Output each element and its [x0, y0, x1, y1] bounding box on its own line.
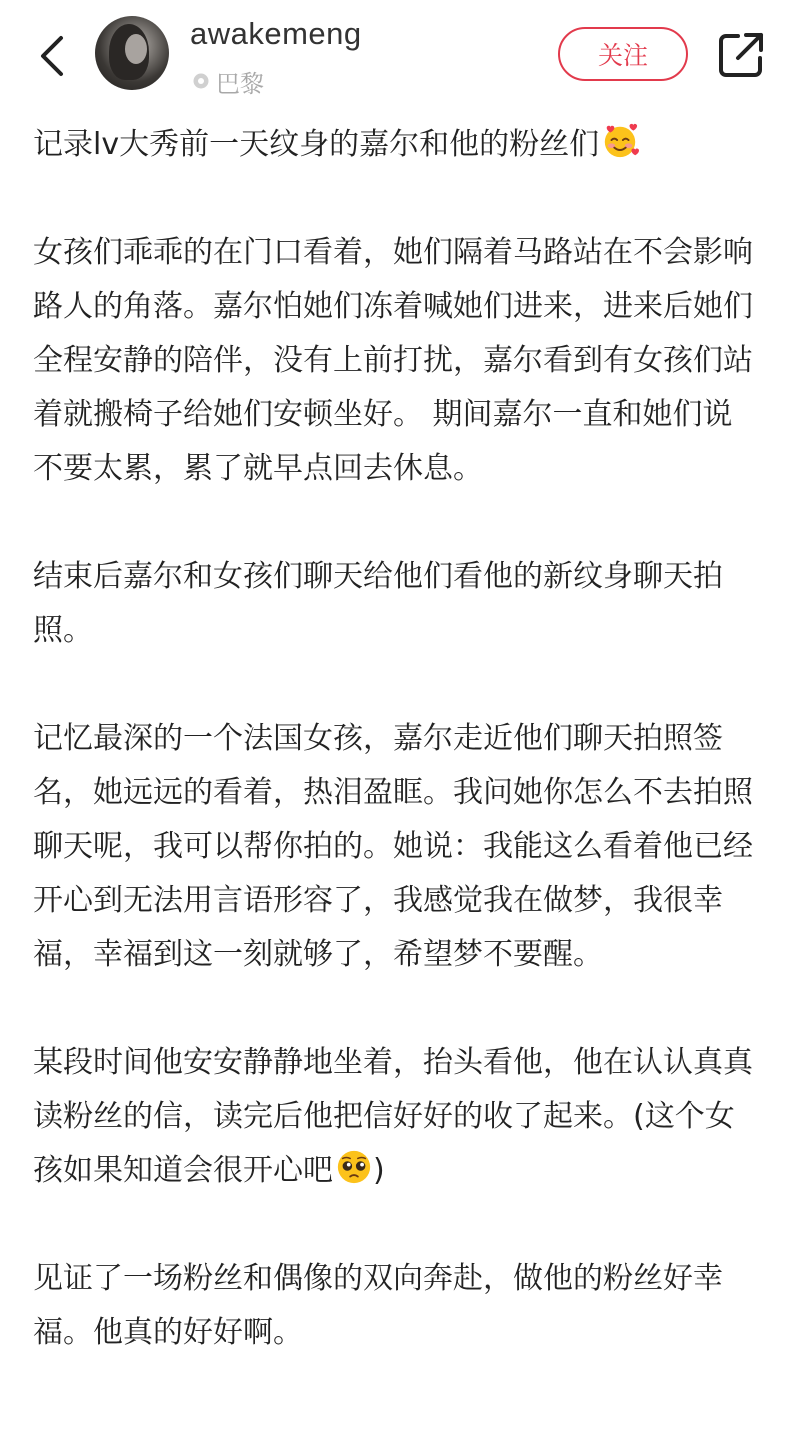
- post-header: [0, 0, 800, 110]
- post-paragraph: [33, 1036, 753, 1198]
- post-paragraph: [33, 226, 753, 496]
- username[interactable]: awakemeng: [190, 16, 362, 51]
- post-content: [33, 118, 753, 1360]
- paragraph-text: 记录lv大秀前一天纹身的嘉尔和他的粉丝们: [33, 127, 600, 162]
- back-button[interactable]: [28, 26, 76, 86]
- chevron-left-icon: [37, 34, 67, 78]
- paragraph-text: 见证了一场粉丝和偶像的双向奔赴，做他的粉丝好幸福。他真的好好啊。: [33, 1261, 723, 1350]
- post-paragraph: [33, 1252, 753, 1360]
- paragraph-text: 结束后嘉尔和女孩们聊天给他们看他的新纹身聊天拍照。: [33, 559, 723, 648]
- paragraph-suffix: ): [373, 1153, 385, 1188]
- paragraph-text: 某段时间他安安静静地坐着，抬头看他，他在认认真真读粉丝的信，读完后他把信好好的收了起来。(这个女孩如果知道会很开心吧: [33, 1045, 753, 1188]
- follow-button[interactable]: 关注: [558, 27, 688, 81]
- location-text: 巴黎: [216, 70, 264, 98]
- paragraph-text: 女孩们乖乖的在门口看着，她们隔着马路站在不会影响路人的角落。嘉尔怕她们冻着喊她们进来，进来后她们全程安静的陪伴，没有上前打扰，嘉尔看到有女孩们站着就搬椅子给她们安顿坐好。 期间嘉尔一直和她们说不要太累，累了就早点回去休息。: [33, 235, 753, 486]
- share-icon: [716, 30, 766, 80]
- share-button[interactable]: [716, 30, 766, 80]
- location: [192, 64, 264, 99]
- location-pin-icon: [192, 72, 210, 92]
- pleading-face-icon: [335, 1148, 373, 1186]
- avatar[interactable]: [95, 16, 169, 90]
- paragraph-text: 记忆最深的一个法国女孩，嘉尔走近他们聊天拍照签名，她远远的看着，热泪盈眶。我问她你怎么不去拍照聊天呢，我可以帮你拍的。她说：我能这么看着他已经开心到无法用言语形容了，我感觉我在做梦，我很幸福，幸福到这一刻就够了，希望梦不要醒。: [33, 721, 753, 972]
- post-paragraph: [33, 712, 753, 982]
- post-paragraph: [33, 118, 753, 172]
- smiling-face-with-hearts-icon: [601, 122, 639, 160]
- post-paragraph: [33, 550, 753, 658]
